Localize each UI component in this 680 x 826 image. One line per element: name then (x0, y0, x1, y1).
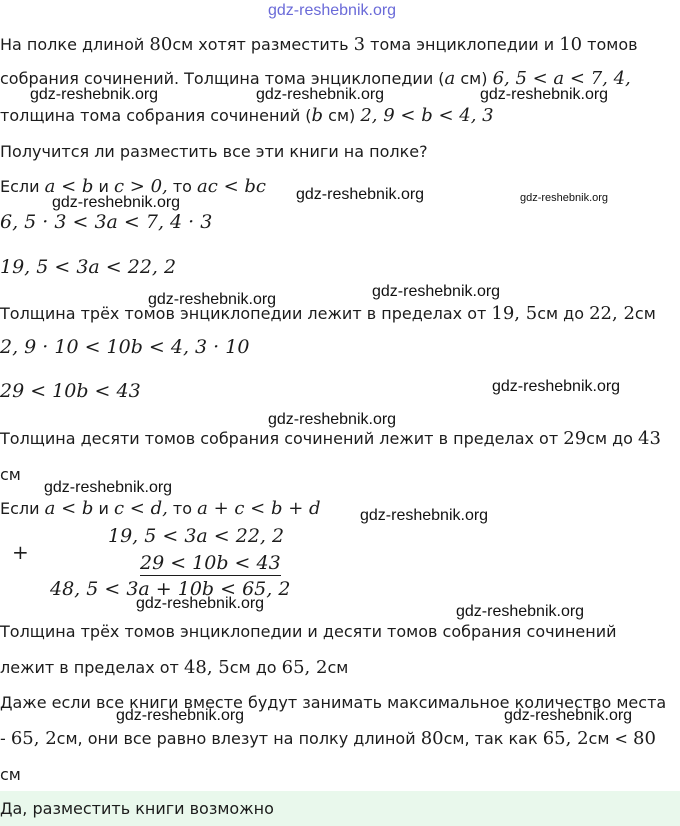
math: 80 (633, 728, 656, 749)
math: 10 (559, 34, 583, 55)
math: 29 (563, 428, 587, 449)
math: 80 (149, 34, 173, 55)
text: тома энциклопедии и (365, 35, 560, 54)
text-three-volumes (0, 303, 656, 324)
watermark: gdz-reshebnik.org (52, 194, 181, 211)
text: см, так как (443, 729, 543, 748)
text: см до (537, 304, 590, 323)
text: см до (586, 429, 639, 448)
text: Толщина трёх томов энциклопедии лежит в пределах от (0, 304, 492, 323)
answer-box (0, 791, 680, 826)
math: 22, 2 (589, 303, 635, 324)
sum-row-1: 19, 5 < 3a < 22, 2 (108, 525, 285, 547)
math: 65, 2 (10, 728, 57, 749)
math-var: a (444, 68, 456, 89)
text: толщина тома собрания сочинений ( (0, 106, 312, 125)
text: см) (455, 69, 493, 88)
watermark: gdz-reshebnik.org (296, 186, 425, 203)
math: c < d, (113, 498, 168, 519)
math: 80 (420, 728, 444, 749)
text: Если (0, 499, 45, 518)
inequality-3: 2, 9 · 10 < 10b < 4, 3 · 10 (0, 336, 250, 358)
text: то (167, 177, 198, 196)
inequality-4: 29 < 10b < 43 (0, 380, 141, 402)
text: см (327, 658, 349, 677)
watermark: gdz-reshebnik.org (268, 411, 397, 428)
watermark: gdz-reshebnik.org (520, 192, 609, 204)
answer-text: Да, разместить книги возможно (0, 799, 274, 818)
math: 2, 9 < b < 4, 3 (360, 105, 494, 126)
text-ten-volumes (0, 428, 661, 449)
conclusion-line-4 (0, 728, 656, 749)
conclusion-line-2 (0, 657, 348, 678)
text: см < (588, 729, 633, 748)
text: собрания сочинений. Толщина тома энциклопедии ( (0, 69, 445, 88)
plus-sign: + (12, 540, 29, 564)
watermark: gdz-reshebnik.org (492, 378, 621, 395)
watermark: gdz-reshebnik.org (30, 86, 159, 103)
math: a < b (44, 176, 94, 197)
problem-line-1 (0, 34, 638, 55)
sum-row-3: 48, 5 < 3a + 10b < 65, 2 (50, 578, 291, 600)
text: см) (323, 106, 361, 125)
text-ten-volumes-unit: см (0, 465, 21, 484)
text: то (167, 499, 198, 518)
math: c > 0, (113, 176, 168, 197)
text: см хотят разместить (172, 35, 354, 54)
conclusion-line-1: Толщина трёх томов энциклопедии и десяти томов собрания сочинений (0, 622, 617, 641)
watermark: gdz-reshebnik.org (116, 707, 245, 724)
watermark: gdz-reshebnik.org (456, 603, 585, 620)
conclusion-line-3: Даже если все книги вместе будут занимать максимальное количество места (0, 693, 667, 712)
math: 6, 5 < a < 7, 4, (492, 68, 631, 89)
question: Получится ли разместить все эти книги на полке? (0, 142, 428, 161)
watermark: gdz-reshebnik.org (136, 595, 265, 612)
text: Если (0, 177, 45, 196)
inequality-1: 6, 5 · 3 < 3a < 7, 4 · 3 (0, 211, 213, 233)
text: см (634, 304, 656, 323)
math: 3 (353, 34, 366, 55)
text: томов (582, 35, 638, 54)
watermark: gdz-reshebnik.org (504, 707, 633, 724)
text: см, они все равно влезут на полку длиной (56, 729, 421, 748)
rule-2 (0, 498, 321, 519)
watermark-top: gdz-reshebnik.org (268, 2, 397, 19)
watermark: gdz-reshebnik.org (360, 507, 489, 524)
text: лежит в пределах от (0, 658, 184, 677)
watermark: gdz-reshebnik.org (480, 86, 609, 103)
math: a < b (44, 498, 94, 519)
sum-row-2: 29 < 10b < 43 (140, 552, 281, 574)
math: ac < bc (197, 176, 266, 197)
text: и (93, 499, 114, 518)
math: a + c < b + d (197, 498, 321, 519)
math-var: b (311, 105, 324, 126)
math: 19, 5 (491, 303, 538, 324)
text: - (0, 729, 11, 748)
inequality-2: 19, 5 < 3a < 22, 2 (0, 256, 177, 278)
watermark: gdz-reshebnik.org (256, 86, 385, 103)
text: и (93, 177, 114, 196)
watermark: gdz-reshebnik.org (372, 283, 501, 300)
conclusion-line-5: см (0, 765, 21, 784)
math: 65, 2 (281, 657, 328, 678)
text: см до (229, 658, 282, 677)
text: На полке длиной (0, 35, 150, 54)
problem-line-3 (0, 105, 494, 126)
math: 65, 2 (542, 728, 589, 749)
text: Толщина десяти томов собрания сочинений лежит в пределах от (0, 429, 564, 448)
math: 48, 5 (183, 657, 230, 678)
watermark: gdz-reshebnik.org (44, 479, 173, 496)
watermark: gdz-reshebnik.org (148, 291, 277, 308)
math: 43 (638, 428, 661, 449)
